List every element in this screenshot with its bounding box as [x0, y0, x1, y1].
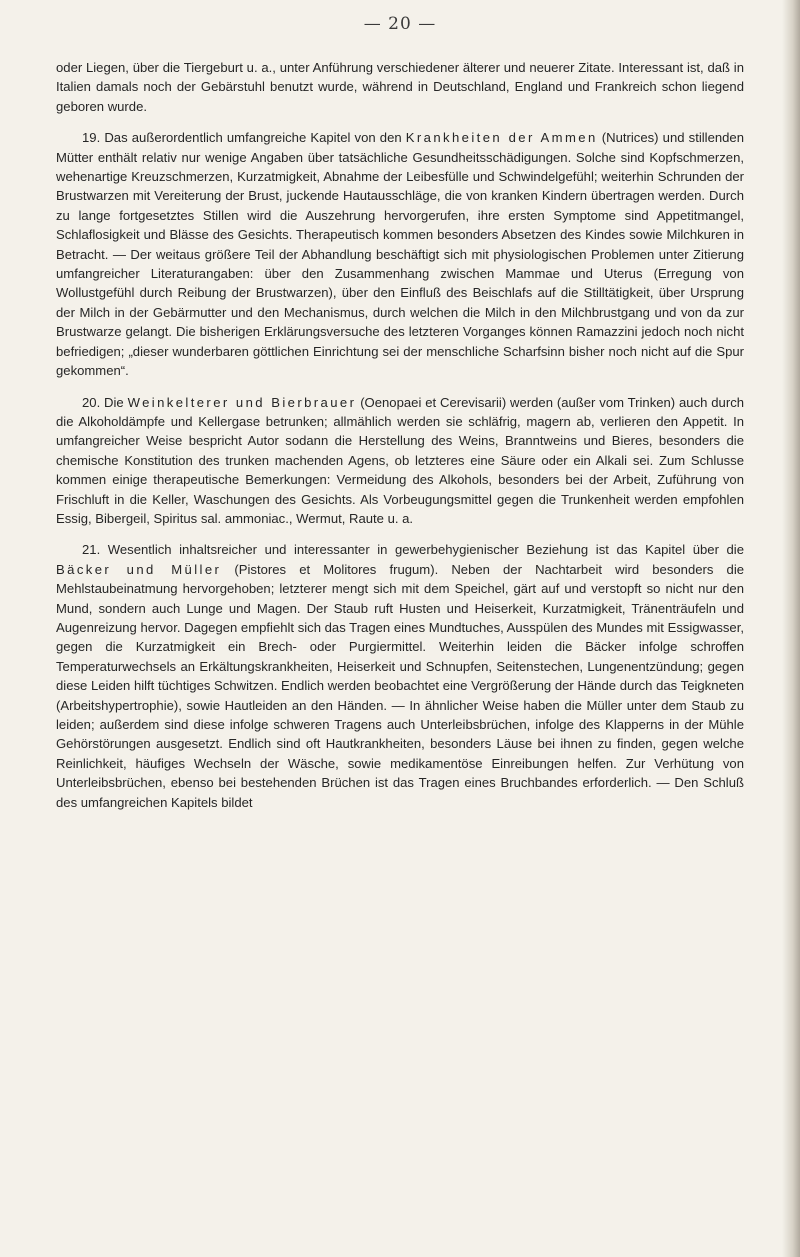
paragraph-21-heading: Bäcker und Müller: [56, 561, 222, 577]
page-edge-shadow: [782, 0, 800, 1257]
paragraph-19: [56, 128, 744, 380]
paragraph-21-body: (Pistores et Molitores frugum). Neben der Nachtarbeit wird besonders die Mehlstaubeinatmung hervorgehoben; letzterer mengt sich mit dem Speichel, gärt auf und verstopft so nicht nur den Mund, sondern auch Lunge und Magen. Der Staub ruft Husten und Heiserkeit, Kurzatmigkeit, Tränenträufeln und Augenreizung hervor. Dagegen empfiehlt sich das Tragen eines Mundtuches, Ausspülen des Mundes mit Essigwasser, gegen die Kurzatmigkeit ein Brech- oder Purgiermittel. Weiterhin leiden die Bäcker infolge schroffen Temperaturwechsels an Erkältungskrankheiten, Heiserkeit und Schnupfen, Seitenstechen, Lungenentzündung; gegen diese Leiden hilft tüchtiges Schwitzen. Endlich werden beobachtet eine Vergrößerung der Hände durch das Teigkneten (Arbeitshypertrophie), sowie Hautleiden an den Händen. — In ähnlicher Weise haben die Müller unter dem Staub zu leiden; außerdem sind diese infolge schweren Tragens auch Unterleibsbrüchen, infolge des Klapperns in der Mühle Gehörstörungen ausgesetzt. Endlich sind oft Hautkrankheiten, besonders Läuse bei ihnen zu finden, gegen welche Reinlichkeit, häufiges Wechseln der Wäsche, sowie medikamentöse Einreibungen helfen. Zur Verhütung von Unterleibsbrüchen, ebenso bei bestehenden Brüchen ist das Tragen eines Bruchbandes erforderlich. — Den Schluß des umfangreichen Kapitels bildet: [56, 561, 745, 810]
body-text: [56, 58, 744, 824]
paragraph-20: [56, 393, 744, 529]
page-number: — 20 —: [363, 14, 437, 34]
paragraph-21-lead: 21. Wesentlich inhaltsreicher und interessanter in gewerbehygienischer Beziehung ist das Kapitel über die: [82, 542, 744, 558]
paragraph-19-heading: Krankheiten der Ammen: [405, 130, 598, 146]
paragraph-20-heading: Weinkelterer und Bierbrauer: [127, 394, 357, 410]
paragraph-19-body: (Nutrices) und stillenden Mütter enthält relativ nur wenige Angaben über tatsächliche Gesundheitsschädigungen. Solche sind Kopfschmerzen, wehenartige Kreuzschmerzen, Kurzatmigkeit, Abnahme der Leibesfülle und Schwindelgefühl; weiterhin Schrunden der Brustwarzen mit Vereiterung der Brust, juckende Hautausschläge, die von kranken Kindern übertragen werden. Durch zu lange fortgesetztes Stillen wird die Auszehrung hervorgerufen, ihre ersten Symptome sind Appetitmangel, Schlaflosigkeit und Blässe des Gesichts. Therapeutisch kommen besonders Absetzen des Kindes sowie Milchkuren in Betracht. — Der weitaus größere Teil der Abhandlung beschäftigt sich mit physiologischen Problemen unter Zitierung umfangreicher Literaturangaben: über den Zusammenhang zwischen Mammae und Uterus (Erregung von Wollustgefühl durch Reibung der Brustwarzen), über den Einfluß des Beischlafs auf die Stilltätigkeit, über Ursprung der Milch in der Gebärmutter und den Mechanismus, durch welchen die Milch in den Milchbrustgang und von da zur Brustwarze gelangt. Die bisherigen Erklärungsversuche des letzteren Vorganges können Ramazzini jedoch noch nicht befriedigen; „dieser wunderbaren göttlichen Einrichtung sei der menschliche Scharfsinn bisher noch nicht auf die Spur gekommen“.: [56, 130, 744, 379]
paragraph-19-lead: 19. Das außerordentlich umfangreiche Kapitel von den: [82, 130, 406, 146]
paragraph-21: [56, 540, 744, 812]
paragraph-20-lead: 20. Die: [82, 394, 128, 410]
paragraph-20-body: (Oenopaei et Cerevisarii) werden (außer vom Trinken) auch durch die Alkoholdämpfe und Kellergase betrunken; allmählich werden sie schläfrig, magern ab, verlieren den Appetit. In umfangreicher Weise bespricht Autor sodann die Herstellung des Weins, Branntweins und Bieres, besonders die chemische Konstitution des trunken machenden Agens, ob letzteres eine Säure oder ein Alkali sei. Zum Schlusse kommen einige therapeutische Bemerkungen: Vermeidung des Alkohols, besonders bei der Arbeit, Zuführung von Frischluft in die Keller, Waschungen des Gesichts. Als Vorbeugungsmittel gegen die Trunkenheit werden empfohlen Essig, Bibergeil, Spiritus sal. ammoniac., Wermut, Raute u. a.: [56, 394, 745, 526]
paragraph-continuation: oder Liegen, über die Tiergeburt u. a., unter Anführung verschiedener älterer und neuerer Zitate. Interessant ist, daß in Italien damals noch der Gebärstuhl benutzt wurde, während in Deutschland, England und Frankreich schon liegend geboren wurde.: [56, 60, 744, 114]
